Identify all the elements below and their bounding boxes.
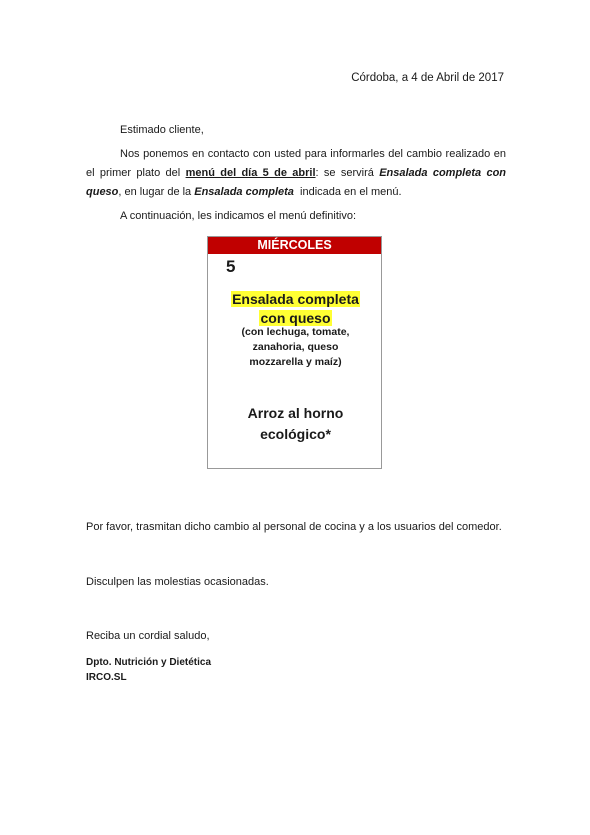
menu-card-weekday: MIÉRCOLES (208, 237, 381, 254)
p1-text-1: Nos ponemos en contacto con usted para informarles del cambio realizado en el primer plato del (86, 148, 506, 179)
p1-text-4: indicada en el menú. (293, 186, 402, 198)
menu-card-day-number: 5 (226, 257, 236, 276)
paragraph-menu-intro: A continuación, les indicamos el menú definitivo: (120, 210, 357, 222)
dish-1-desc-line-1: (con lechuga, tomate, (241, 326, 350, 338)
dish-1-line-2: con queso (260, 310, 331, 326)
dish-2-line-1: Arroz al horno (247, 405, 344, 421)
menu-day-reference: menú del día 5 de abril (185, 167, 316, 179)
signature-department: Dpto. Nutrición y Dietética (86, 657, 212, 668)
old-dish-name: Ensalada completa (194, 186, 294, 198)
dish-1-line-1: Ensalada completa (232, 291, 359, 307)
menu-dish-1 (208, 290, 383, 328)
paragraph-apology: Disculpen las molestias ocasionadas. (86, 576, 269, 588)
greeting: Estimado cliente, (120, 124, 204, 136)
closing: Reciba un cordial saludo, (86, 630, 210, 642)
signature-company: IRCO.SL (86, 672, 127, 683)
letter-date: Córdoba, a 4 de Abril de 2017 (351, 72, 504, 84)
dish-2-line-2: ecológico* (260, 426, 331, 442)
paragraph-request: Por favor, trasmitan dicho cambio al personal de cocina y a los usuarios del comedor. (86, 521, 502, 533)
dish-1-desc-line-3: mozzarella y maíz) (249, 356, 342, 368)
menu-dish-1-description (208, 325, 383, 370)
paragraph-change-notice (86, 145, 506, 202)
new-dish-name: Ensalada completa con queso (86, 167, 507, 198)
p1-text-3: , en lugar de la (118, 186, 195, 198)
p1-text-2: : se servirá (315, 167, 380, 179)
dish-1-desc-line-2: zanahoria, queso (252, 341, 339, 353)
menu-card (207, 236, 382, 469)
menu-dish-2 (208, 403, 383, 445)
